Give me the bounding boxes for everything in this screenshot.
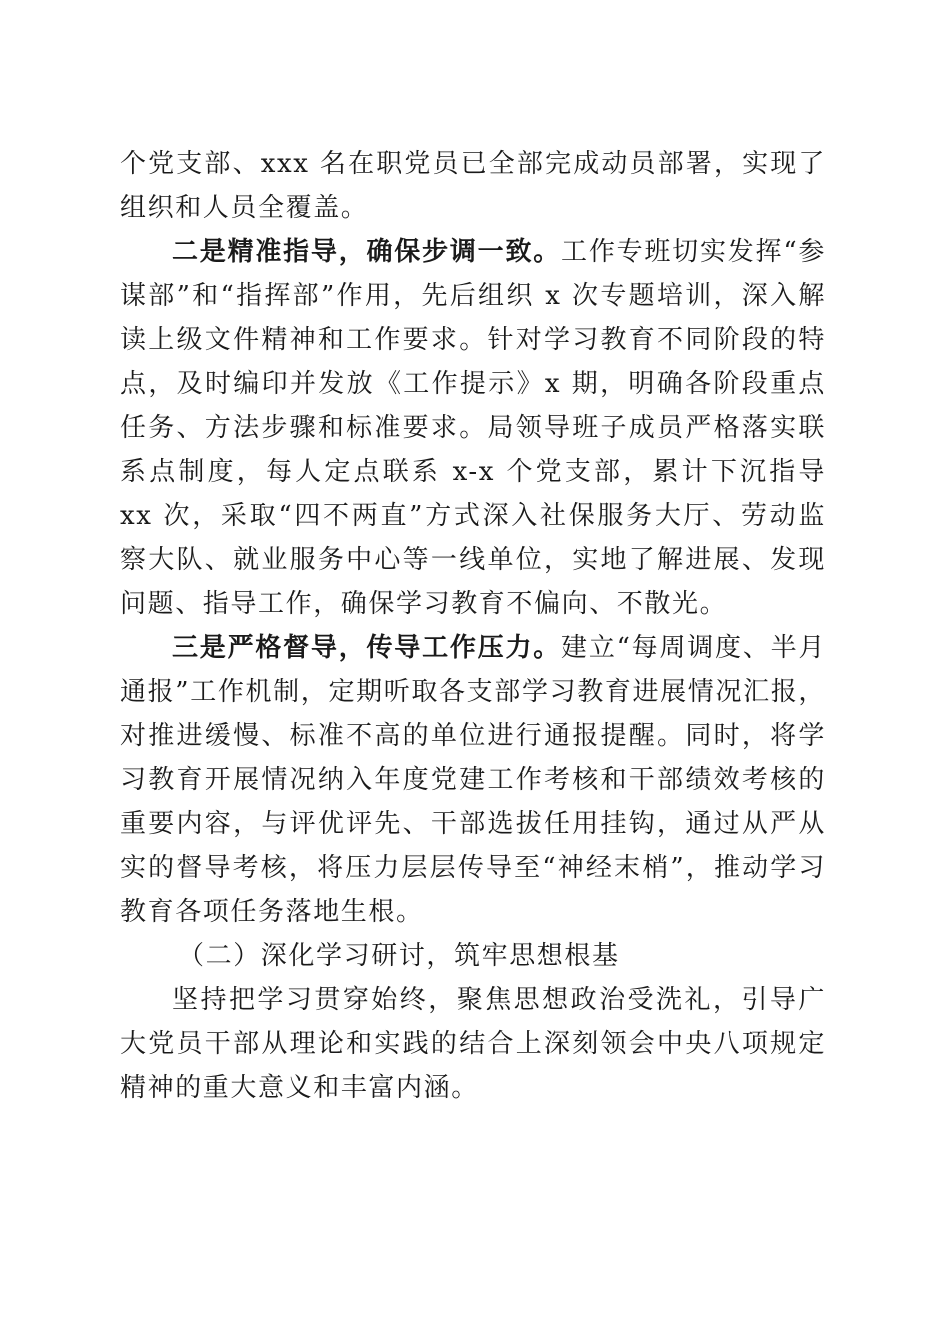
section-subheading: （二）深化学习研讨，筑牢思想根基 [178, 941, 620, 971]
paragraph-lead: 二是精准指导，确保步调一致。 [172, 237, 562, 267]
paragraph-lead: 三是严格督导，传导工作压力。 [172, 633, 562, 663]
paragraph-strict-supervision [120, 626, 826, 934]
paragraph-text: 坚持把学习贯穿始终，聚焦思想政治受洗礼，引导广大党员干部从理论和实践的结合上深刻领会中央八项规定精神的重大意义和丰富内涵。 [120, 985, 826, 1103]
paragraph-precise-guidance [120, 230, 826, 626]
paragraph-text: 建立“每周调度、半月通报”工作机制，定期听取各支部学习教育进展情况汇报，对推进缓慢、标准不高的单位进行通报提醒。同时，将学习教育开展情况纳入年度党建工作考核和干部绩效考核的重要内容，与评优评先、干部选拔任用挂钩，通过从严从实的督导考核，将压力层层传导至“神经末梢”，推动学习教育各项任务落地生根。 [120, 633, 827, 927]
document-body [120, 142, 826, 1110]
paragraph-study-throughout [120, 978, 826, 1110]
paragraph-text: 工作专班切实发挥“参谋部”和“指挥部”作用，先后组织 x 次专题培训，深入解读上级文件精神和工作要求。针对学习教育不同阶段的特点，及时编印并发放《工作提示》x 期，明确各阶段重点任务、方法步骤和标准要求。局领导班子成员严格落实联系点制度，每人定点联系 x-x 个党支部，累计下沉指导 xx 次，采取“四不两直”方式深入社保服务大厅、劳动监察大队、就业服务中心等一线单位，实地了解进展、发现问题、指导工作，确保学习教育不偏向、不散光。 [120, 237, 827, 619]
paragraph-text: 个党支部、xxx 名在职党员已全部完成动员部署，实现了组织和人员全覆盖。 [120, 149, 826, 223]
paragraph-continuation [120, 142, 826, 230]
